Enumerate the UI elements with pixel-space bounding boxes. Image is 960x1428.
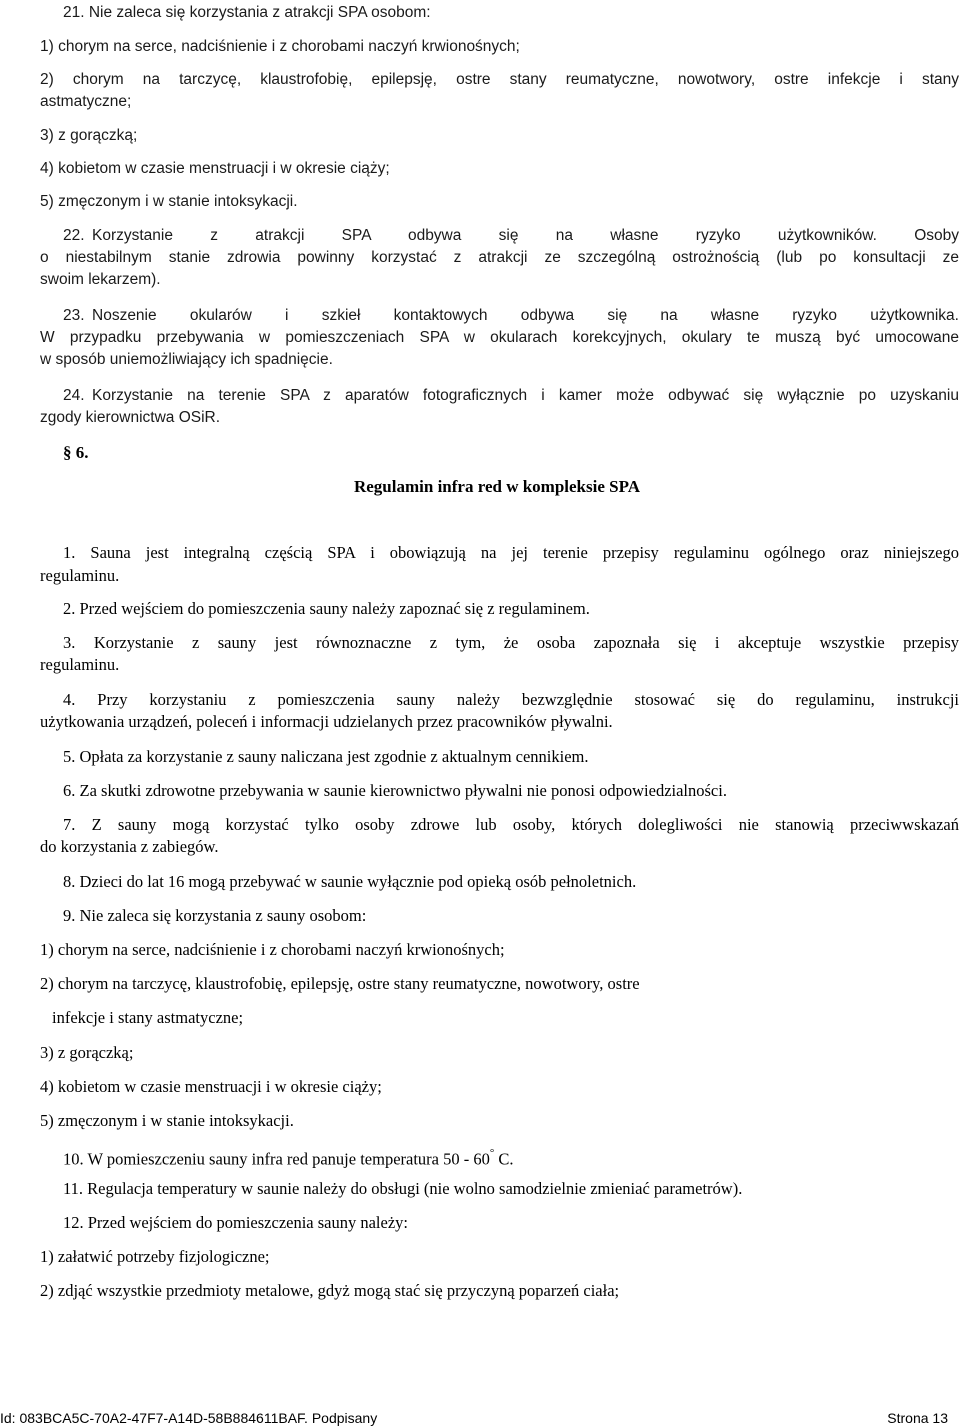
rule-12: 12. Przed wejściem do pomieszczenia sauny należy: [63, 1213, 409, 1232]
p24-line-1: Korzystanie na terenie SPA z aparatów fotograficznych i kamer może odbywać się wyłącznie po uzyskaniu [92, 387, 959, 404]
rule-4-line-2: użytkowania urządzeń, poleceń i informacji udzielanych przez pracowników pływalni. [40, 712, 613, 731]
rule-3-line-1: 3. Korzystanie z sauny jest równoznaczne z tym, że osoba zapoznała się i akceptuje wszystkie przepisy [63, 633, 959, 652]
p21-item-3: 3) z gorączką; [40, 127, 138, 144]
p23-line-1: Noszenie okularów i szkieł kontaktowych odbywa się na własne ryzyko użytkownika. [92, 307, 959, 324]
p23-number: 23. [63, 307, 85, 324]
rule-11: 11. Regulacja temperatury w saunie należy do obsługi (nie wolno samodzielnie zmieniać parametrów). [63, 1179, 743, 1198]
p22-number: 22. [63, 227, 85, 244]
rule-12-item-2: 2) zdjąć wszystkie przedmioty metalowe, gdyż mogą stać się przyczyną poparzeń ciała; [40, 1281, 620, 1300]
document-id-footer: Id: 083BCA5C-70A2-47F7-A14D-58B884611BAF. Podpisany [0, 1410, 378, 1426]
p22-line-1: Korzystanie z atrakcji SPA odbywa się na własne ryzyko użytkowników. Osoby [92, 227, 959, 244]
rule-4-line-1: 4. Przy korzystaniu z pomieszczenia sauny należy bezwzględnie stosować się do regulaminu, instrukcji [63, 690, 959, 709]
rule-10-unit: C. [494, 1149, 514, 1169]
p23-line-2: W przypadku przebywania w pomieszczeniach SPA w okularach korekcyjnych, okulary te muszą być umocowane [40, 329, 959, 346]
section-title: Regulamin infra red w kompleksie SPA [353, 477, 641, 496]
p23-line-3: w sposób uniemożliwiający ich spadnięcie. [40, 351, 333, 368]
section-number: § 6. [63, 443, 89, 462]
rule-5: 5. Opłata za korzystanie z sauny naliczana jest zgodnie z aktualnym cennikiem. [63, 747, 589, 766]
p21-item-5: 5) zmęczonym i w stanie intoksykacji. [40, 193, 298, 210]
degree-sign: ° [489, 1147, 495, 1159]
rule-10-text: 10. W pomieszczeniu sauny infra red panuje temperatura 50 - 60 [63, 1149, 490, 1169]
rule-8: 8. Dzieci do lat 16 mogą przebywać w saunie wyłącznie pod opieką osób pełnoletnich. [63, 872, 637, 891]
p24-line-2: zgody kierownictwa OSiR. [40, 409, 221, 426]
p21-item-2-line-2: astmatyczne; [40, 93, 132, 110]
rule-9-item-3: 3) z gorączką; [40, 1043, 134, 1062]
rule-9-item-1: 1) chorym na serce, nadciśnienie i z chorobami naczyń krwionośnych; [40, 940, 505, 959]
rule-7-line-2: do korzystania z zabiegów. [40, 837, 219, 856]
rule-9-item-2-line-2: infekcje i stany astmatyczne; [52, 1008, 244, 1027]
rule-1-line-2: regulaminu. [40, 566, 120, 585]
page-number: Strona 13 [887, 1410, 948, 1426]
p24-number: 24. [63, 387, 85, 404]
rule-9-item-4: 4) kobietom w czasie menstruacji i w okresie ciąży; [40, 1077, 382, 1096]
rule-10 [63, 1145, 514, 1170]
p21-item-1: 1) chorym na serce, nadciśnienie i z chorobami naczyń krwionośnych; [40, 38, 520, 55]
rule-9-item-2-line-1: 2) chorym na tarczycę, klaustrofobię, epilepsję, ostre stany reumatyczne, nowotwory, ostre [40, 974, 640, 993]
rule-7-line-1: 7. Z sauny mogą korzystać tylko osoby zdrowe lub osoby, których dolegliwości nie stanowią przeciwwskazań [63, 815, 959, 834]
rule-9: 9. Nie zaleca się korzystania z sauny osobom: [63, 906, 367, 925]
rule-9-item-5: 5) zmęczonym i w stanie intoksykacji. [40, 1111, 294, 1130]
p22-line-2: o niestabilnym stanie zdrowia powinny korzystać z atrakcji ze szczególną ostrożnością (lub po konsultacji ze [40, 249, 959, 266]
rule-12-item-1: 1) załatwić potrzeby fizjologiczne; [40, 1247, 270, 1266]
p22-line-3: swoim lekarzem). [40, 271, 161, 288]
p21-heading: 21. Nie zaleca się korzystania z atrakcji SPA osobom: [63, 4, 431, 21]
rule-3-line-2: regulaminu. [40, 655, 120, 674]
p21-item-4: 4) kobietom w czasie menstruacji i w okresie ciąży; [40, 160, 390, 177]
rule-6: 6. Za skutki zdrowotne przebywania w saunie kierownictwo pływalni nie ponosi odpowiedzialności. [63, 781, 727, 800]
p21-item-2-line-1: 2) chorym na tarczycę, klaustrofobię, epilepsję, ostre stany reumatyczne, nowotwory, ostre infekcje i stany [40, 71, 959, 88]
rule-2: 2. Przed wejściem do pomieszczenia sauny należy zapoznać się z regulaminem. [63, 599, 590, 618]
rule-1-line-1: 1. Sauna jest integralną częścią SPA i obowiązują na jej terenie przepisy regulaminu ogólnego oraz niniejszego [63, 543, 959, 562]
